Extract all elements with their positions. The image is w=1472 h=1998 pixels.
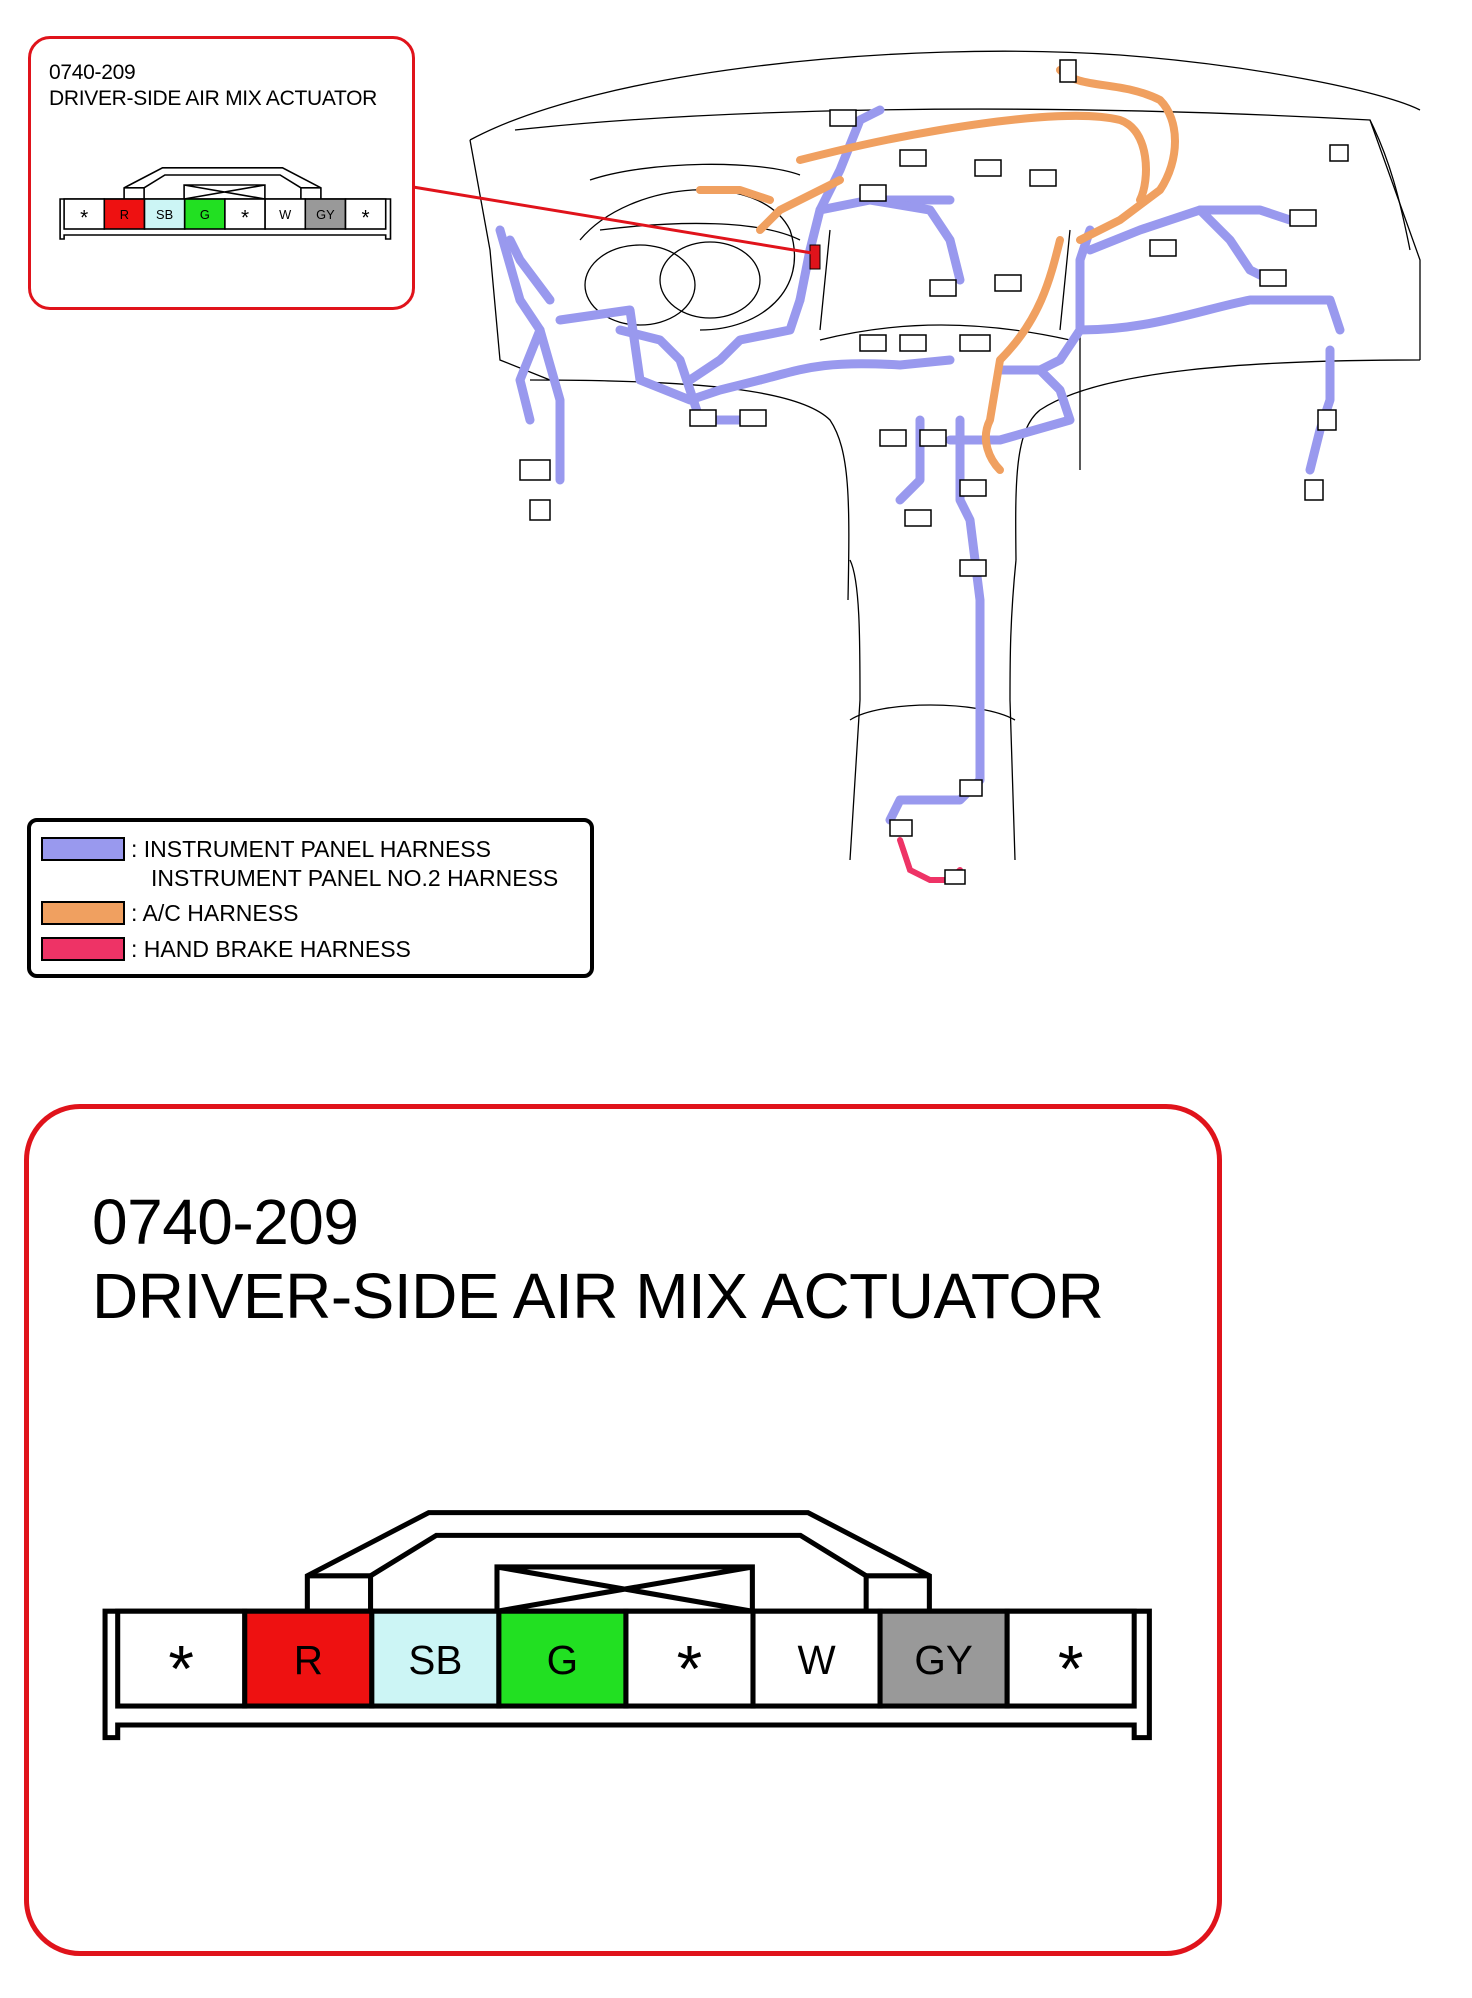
connector-pinout-small [49, 167, 404, 247]
connector-pin-label: * [1057, 1631, 1084, 1706]
connector-pinout [100, 1510, 1162, 1763]
legend-item-instrument-panel [41, 834, 491, 864]
connector-pin-label: R [119, 206, 130, 222]
legend-label-hand-brake: : HAND BRAKE HARNESS [131, 935, 411, 962]
legend-label-ac: : A/C HARNESS [131, 899, 299, 926]
legend-swatch-instrument-panel [41, 837, 125, 861]
legend-item-ac [41, 898, 298, 928]
connector-pin-label: SB [156, 206, 174, 222]
connector-pin-label: GY [914, 1636, 973, 1683]
connector-name-small: DRIVER-SIDE AIR MIX ACTUATOR [49, 87, 378, 110]
connector-detail-card [24, 1104, 1222, 1956]
connector-callout-small [28, 36, 415, 310]
connector-pin-label: W [279, 206, 292, 222]
connector-pin-label: * [361, 206, 370, 230]
connector-code: 0740-209 [92, 1186, 359, 1258]
connector-pin-label: * [168, 1631, 195, 1706]
connector-pin-label: R [293, 1636, 323, 1683]
legend-swatch-hand-brake [41, 937, 125, 961]
connector-code-small: 0740-209 [49, 61, 136, 84]
connector-pin-label: GY [316, 206, 335, 222]
legend-label-instrument-panel: : INSTRUMENT PANEL HARNESS [131, 835, 491, 862]
legend-label-instrument-panel-no2: INSTRUMENT PANEL NO.2 HARNESS [151, 865, 559, 891]
connector-pin-label: * [676, 1631, 703, 1706]
connector-pin-label: W [797, 1636, 836, 1683]
connector-pin-label: * [80, 206, 89, 230]
connector-pin-label: G [546, 1636, 579, 1683]
harness-legend [27, 818, 594, 978]
legend-item-hand-brake [41, 934, 411, 964]
connector-pin-label: SB [408, 1636, 463, 1683]
legend-swatch-ac [41, 901, 125, 925]
connector-pin-label: * [240, 206, 250, 230]
connector-pin-label: G [199, 206, 210, 222]
connector-name: DRIVER-SIDE AIR MIX ACTUATOR [92, 1260, 1104, 1332]
